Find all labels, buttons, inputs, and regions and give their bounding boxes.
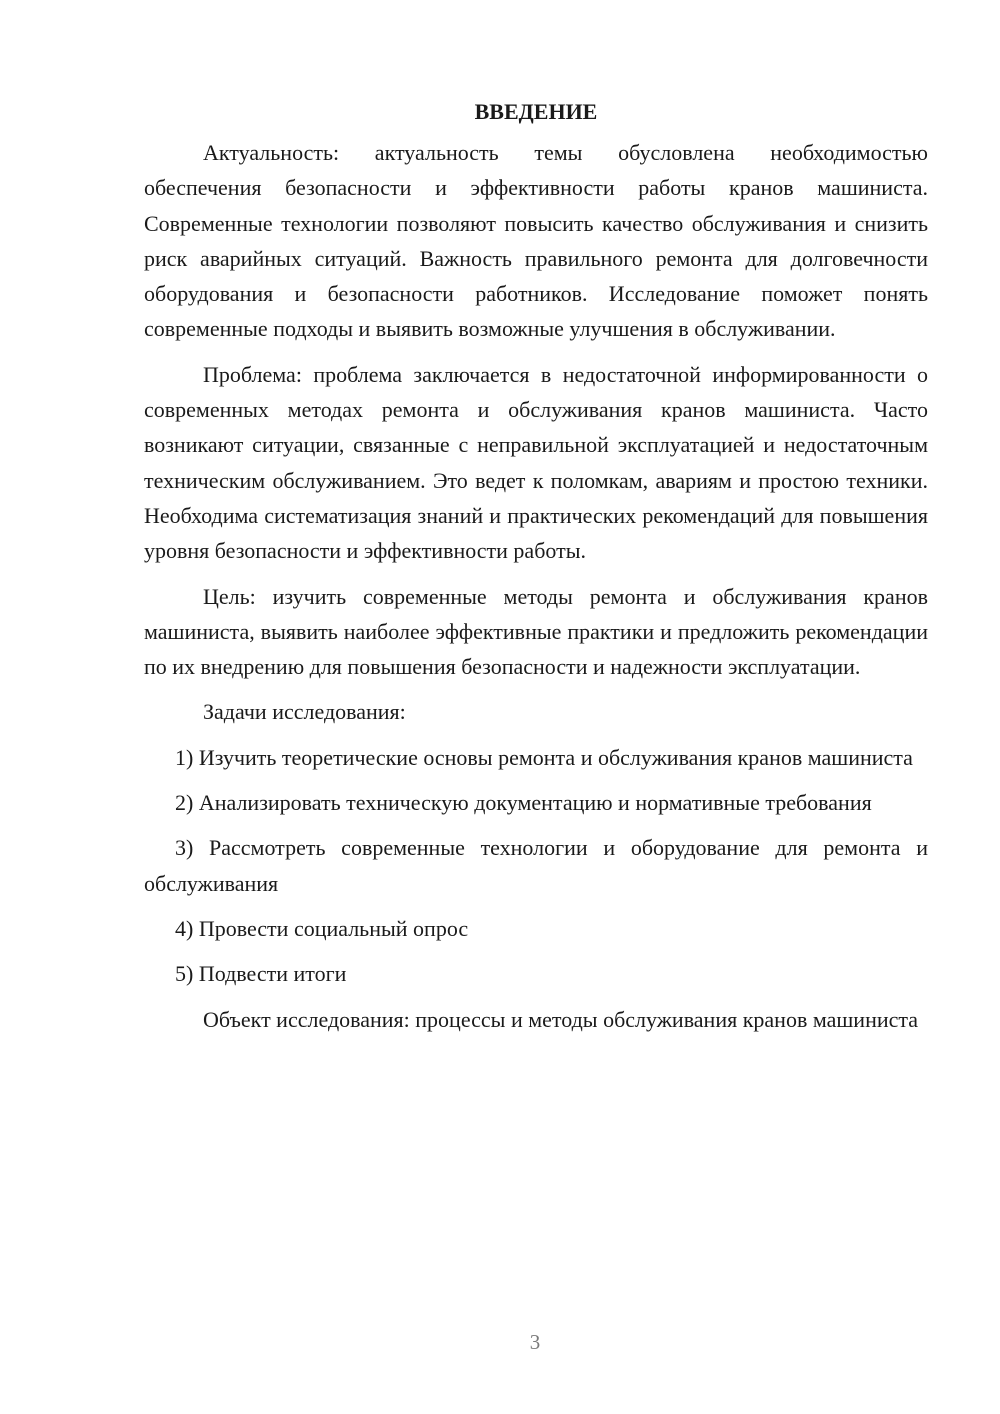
tasks-heading: Задачи исследования:: [203, 699, 406, 725]
page-content: [144, 94, 928, 1047]
task-item-4: 4) Провести социальный опрос: [175, 915, 469, 941]
task-item-1: 1) Изучить теоретические основы ремонта и обслуживания кранов машиниста: [175, 744, 913, 770]
paragraph-relevance: Актуальность: актуальность темы обусловлена необходимостью обеспечения безопасности и эффективности работы кранов машиниста. Современные технологии позволяют повысить качество обслуживания и снизить риск аварийных ситуаций. Важность правильного ремонта для долговечности оборудования и безопасности работников. Исследование поможет понять современные подходы и выявить возможные улучшения в обслуживании.: [144, 140, 928, 342]
paragraph-object: Объект исследования: процессы и методы обслуживания кранов машиниста: [203, 1006, 919, 1032]
page-number: 3: [529, 1330, 541, 1354]
paragraph-goal: Цель: изучить современные методы ремонта и обслуживания кранов машиниста, выявить наиболее эффективные практики и предложить рекомендации по их внедрению для повышения безопасности и надежности эксплуатации.: [144, 583, 928, 680]
section-title: ВВЕДЕНИЕ: [474, 99, 598, 124]
task-item-2: 2) Анализировать техническую документацию и нормативные требования: [175, 790, 872, 816]
task-item-3: 3) Рассмотреть современные технологии и оборудование для ремонта и обслуживания: [144, 835, 928, 896]
paragraph-problem: Проблема: проблема заключается в недостаточной информированности о современных методах ремонта и обслуживания кранов машиниста. Часто возникают ситуации, связанные с неправильной эксплуатацией и недостаточным техническим обслуживанием. Это ведет к поломкам, авариям и простою техники. Необходима систематизация знаний и практических рекомендаций для повышения уровня безопасности и эффективности работы.: [144, 361, 928, 564]
task-item-5: 5) Подвести итоги: [175, 961, 347, 987]
